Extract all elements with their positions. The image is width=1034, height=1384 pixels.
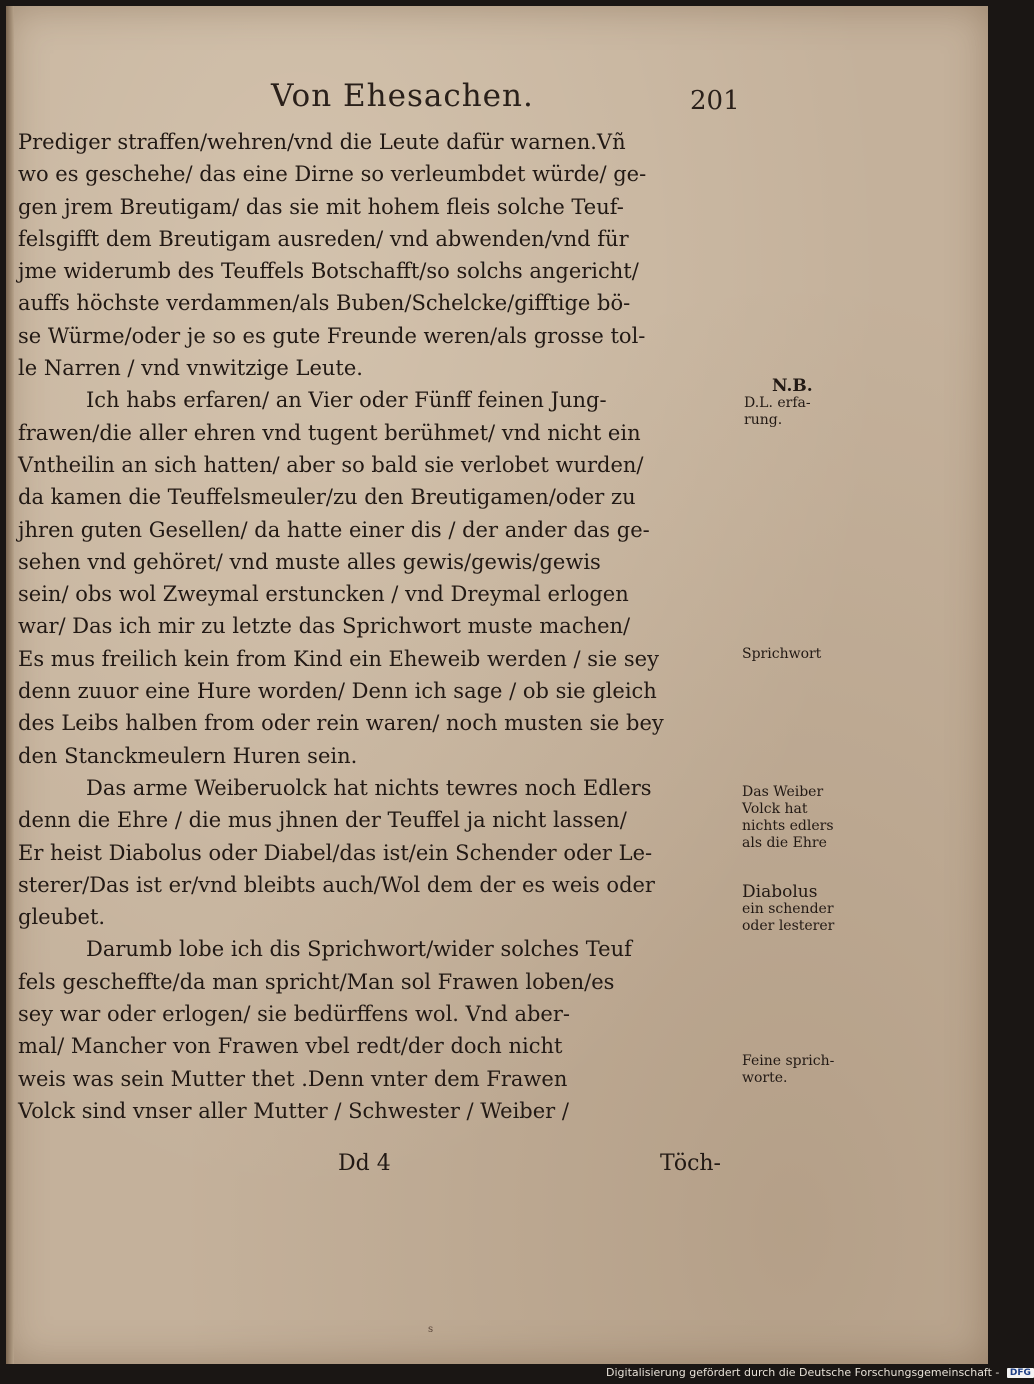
text-line: des Leibs halben from oder rein waren/ noch musten sie bey — [18, 711, 664, 736]
margin-note-ehre — [742, 784, 882, 852]
text-line: jhren guten Gesellen/ da hatte einer dis / der ander das ge- — [18, 517, 650, 542]
text-line: Volck sind vnser aller Mutter / Schwester / Weiber / — [18, 1098, 569, 1123]
page-mark: s — [428, 1324, 434, 1335]
margin-note-line: Diabolus — [742, 882, 818, 902]
margin-note-line: D.L. erfa- — [744, 395, 811, 411]
text-line: Ich habs erfaren/ an Vier oder Fünff feinen Jung- — [86, 388, 607, 413]
page-edge — [6, 6, 14, 1364]
margin-note-line: rung. — [744, 412, 783, 428]
text-line: fels gescheffte/da man spricht/Man sol Frawen loben/es — [18, 969, 615, 994]
margin-note-diabolus — [742, 884, 882, 935]
text-line: denn zuuor eine Hure worden/ Denn ich sage / ob sie gleich — [18, 679, 657, 704]
text-line: Er heist Diabolus oder Diabel/das ist/ein Schender oder Le- — [18, 840, 653, 865]
text-line: weis was sein Mutter thet .Denn vnter dem Frawen — [18, 1066, 568, 1091]
margin-note-line: oder lesterer — [742, 918, 835, 934]
text-line: le Narren / vnd vnwitzige Leute. — [18, 356, 363, 381]
text-line: Vntheilin an sich hatten/ aber so bald sie verlobet wurden/ — [18, 452, 644, 477]
catchword: Töch- — [660, 1151, 721, 1176]
text-line: jme widerumb des Teuffels Botschafft/so solchs angericht/ — [18, 259, 639, 284]
margin-note-line: als die Ehre — [742, 835, 827, 851]
credit-text: Digitalisierung gefördert durch die Deutsche Forschungsgemeinschaft - — [606, 1366, 1000, 1379]
text-line: Das arme Weiberuolck hat nichts tewres noch Edlers — [86, 775, 652, 800]
text-line: sterer/Das ist er/vnd bleibts auch/Wol dem der es weis oder — [18, 872, 655, 897]
page-number: 201 — [690, 86, 740, 116]
text-line: wo es geschehe/ das eine Dirne so verleumbdet würde/ ge- — [18, 162, 647, 187]
text-line: gen jrem Breutigam/ das sie mit hohem fleis solche Teuf- — [18, 194, 624, 219]
margin-note-line: ein schender — [742, 901, 834, 917]
text-line: Es mus freilich kein from Kind ein Eheweib werden / sie sey — [18, 646, 659, 671]
text-line: den Stanckmeulern Huren sein. — [18, 743, 358, 768]
text-line: frawen/die aller ehren vnd tugent berühmet/ vnd nicht ein — [18, 420, 641, 445]
text-line: auffs höchste verdammen/als Buben/Schelcke/gifftige bö- — [18, 291, 631, 316]
footer-line — [18, 1151, 738, 1191]
text-line: Darumb lobe ich dis Sprichwort/wider solches Teuf — [86, 937, 632, 962]
margin-note-line: worte. — [742, 1070, 788, 1086]
text-line: war/ Das ich mir zu letzte das Sprichwort muste machen/ — [18, 614, 631, 639]
margin-note-line: nichts edlers — [742, 818, 834, 834]
text-line: felsgifft dem Breutigam ausreden/ vnd abwenden/vnd für — [18, 226, 629, 251]
text-line: da kamen die Teuffelsmeuler/zu den Breutigamen/oder zu — [18, 485, 636, 510]
text-line: sein/ obs wol Zweymal erstuncken / vnd Dreymal erlogen — [18, 582, 629, 607]
margin-note-feine-sprichworte — [742, 1053, 882, 1087]
running-header: Von Ehesachen. — [271, 78, 534, 114]
book-page — [6, 6, 988, 1364]
text-line: sey war oder erlogen/ sie bedürffens wol. Vnd aber- — [18, 1002, 570, 1027]
text-line: mal/ Mancher von Frawen vbel redt/der doch nicht — [18, 1034, 563, 1059]
margin-note-line: Sprichwort — [742, 646, 822, 662]
margin-note-line: Feine sprich- — [742, 1053, 835, 1069]
digitization-credit — [606, 1366, 1034, 1379]
text-line: Prediger straffen/wehren/vnd die Leute dafür warnen.Vñ — [18, 130, 626, 154]
text-line: se Würme/oder je so es gute Freunde weren/als grosse tol- — [18, 323, 646, 348]
margin-note-sprichwort — [742, 646, 882, 663]
text-line: sehen vnd gehöret/ vnd muste alles gewis/gewis/gewis — [18, 549, 601, 574]
margin-note-nb — [744, 376, 912, 429]
body-text — [18, 126, 738, 1127]
margin-note-line: Das Weiber — [742, 784, 824, 800]
dfg-logo: DFG — [1007, 1368, 1034, 1378]
margin-note-line: N.B. — [772, 376, 813, 396]
margin-note-line: Volck hat — [742, 801, 808, 817]
signature-mark: Dd 4 — [338, 1151, 391, 1176]
text-line: denn die Ehre / die mus jhnen der Teuffel ja nicht lassen/ — [18, 808, 627, 833]
text-line: gleubet. — [18, 905, 106, 930]
